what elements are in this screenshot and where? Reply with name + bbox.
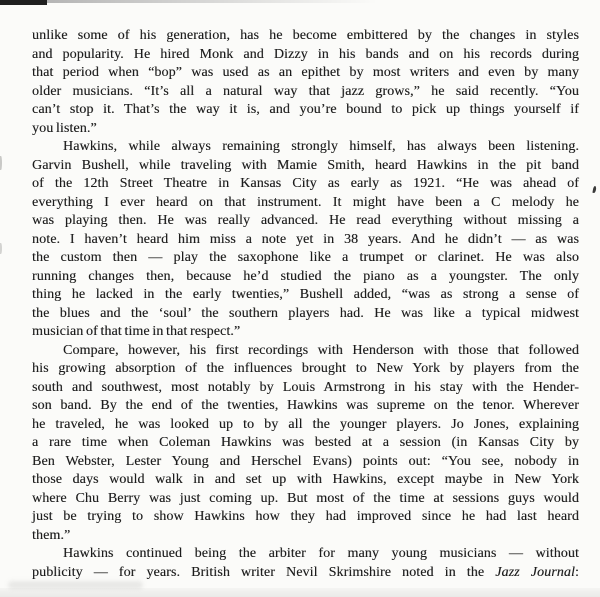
text-line bbox=[32, 286, 579, 305]
text-segment: Ben Webster, Lester Young and Herschel Evans) points out: “You see, nobody in bbox=[32, 453, 579, 469]
text-line bbox=[32, 379, 579, 398]
text-line bbox=[32, 212, 579, 231]
text-segment: he traveled, he was looked up to by all the younger players. Jo Jones, explaining bbox=[32, 416, 579, 432]
text-segment: them.” bbox=[32, 527, 71, 543]
text-segment: where Chu Berry was just coming up. But most of the time at sessions guys would bbox=[32, 490, 579, 506]
text-segment: Hawkins continued being the arbiter for many young musicians — without bbox=[63, 546, 579, 561]
text-segment: a rare time when Coleman Hawkins was bested at a session (in Kansas City by bbox=[32, 435, 579, 450]
text-segment: running changes then, because he’d studied the piano as a youngster. The only bbox=[32, 268, 579, 284]
text-segment: older musicians. “It’s all a natural way that jazz grows,” he said recently. “You bbox=[32, 83, 579, 99]
text-line bbox=[32, 564, 579, 583]
text-segment: publicity — for years. British writer Nevil Skrimshire noted in the bbox=[32, 564, 496, 580]
text-segment: those days would walk in and set up with Hawkins, except maybe in New York bbox=[32, 472, 579, 487]
text-line bbox=[32, 305, 579, 324]
text-segment: musician of that time in that respect.” bbox=[32, 324, 241, 339]
text-line bbox=[32, 323, 579, 342]
text-line bbox=[32, 360, 579, 379]
text-line bbox=[32, 397, 579, 416]
text-segment: just be trying to show Hawkins how they had improved since he had last heard bbox=[32, 509, 579, 524]
text-segment: you listen.” bbox=[32, 120, 97, 136]
scan-artifact-top-edge bbox=[47, 0, 377, 3]
italic-text-segment: Jazz Journal bbox=[495, 564, 575, 580]
text-segment: and popularity. He hired Monk and Dizzy in his bands and on his records during bbox=[32, 46, 579, 62]
text-segment: son band. By the end of the twenties, Hawkins was supreme on the tenor. Wherever bbox=[32, 398, 579, 413]
text-line bbox=[32, 249, 579, 268]
text-line bbox=[32, 416, 579, 435]
scan-artifact-left-speck bbox=[0, 243, 2, 254]
text-line bbox=[32, 138, 579, 157]
text-line bbox=[32, 27, 579, 46]
text-line bbox=[32, 434, 579, 453]
text-segment: his growing absorption of the influences brought to New York by players from the bbox=[32, 361, 579, 376]
text-line bbox=[32, 46, 579, 65]
text-segment: south and southwest, most notably by Louis Armstrong in his stay with the Hender- bbox=[32, 379, 579, 395]
text-line bbox=[32, 64, 579, 83]
text-line bbox=[32, 231, 579, 250]
scan-artifact-left-speck bbox=[0, 156, 2, 170]
text-segment: can’t stop it. That’s the way it is, and you’re bound to pick up things yourself if bbox=[32, 102, 579, 117]
text-segment: note. I haven’t heard him miss a note yet in 38 years. And he didn’t — as was bbox=[32, 231, 579, 247]
text-segment: Hawkins, while always remaining strongly himself, has always been listening. bbox=[63, 139, 579, 154]
text-line bbox=[32, 545, 579, 564]
text-line bbox=[32, 194, 579, 213]
scan-artifact-top-bar bbox=[0, 0, 47, 5]
text-line bbox=[32, 83, 579, 102]
scan-artifact-bottom-edge bbox=[0, 588, 600, 597]
text-line bbox=[32, 490, 579, 509]
text-line bbox=[32, 175, 579, 194]
text-line bbox=[32, 120, 579, 139]
text-segment: that period when “bop” was used as an epithet by most writers and even by many bbox=[32, 65, 579, 80]
text-line bbox=[32, 527, 579, 546]
text-segment: was playing then. He was really advanced. He read everything without missing a bbox=[32, 213, 579, 228]
scan-artifact-bottom-smudge bbox=[8, 581, 143, 589]
text-segment: of the 12th Street Theatre in Kansas City as early as 1921. “He was ahead of bbox=[32, 176, 579, 191]
scan-artifact-right-speck bbox=[592, 186, 596, 193]
text-line bbox=[32, 508, 579, 527]
text-line bbox=[32, 268, 579, 287]
text-segment: thing he lacked in the early twenties,” Bushell added, “was as strong a sense of bbox=[32, 287, 579, 302]
text-line bbox=[32, 471, 579, 490]
text-line bbox=[32, 453, 579, 472]
text-segment: unlike some of his generation, has he become embittered by the changes in styles bbox=[32, 28, 579, 43]
text-segment: : bbox=[575, 564, 579, 580]
text-segment: everything I ever heard on that instrument. It might have been a C melody he bbox=[32, 194, 579, 210]
text-block bbox=[32, 27, 579, 582]
text-line bbox=[32, 342, 579, 361]
text-segment: the blues and the ‘soul’ the southern players had. He was like a typical midwest bbox=[32, 305, 579, 321]
text-line bbox=[32, 157, 579, 176]
text-segment: the custom then — play the saxophone like a trumpet or clarinet. He was also bbox=[32, 250, 579, 265]
text-segment: Garvin Bushell, while traveling with Mamie Smith, heard Hawkins in the pit band bbox=[32, 157, 579, 173]
text-segment: Compare, however, his first recordings with Henderson with those that followed bbox=[63, 342, 579, 358]
text-line bbox=[32, 101, 579, 120]
